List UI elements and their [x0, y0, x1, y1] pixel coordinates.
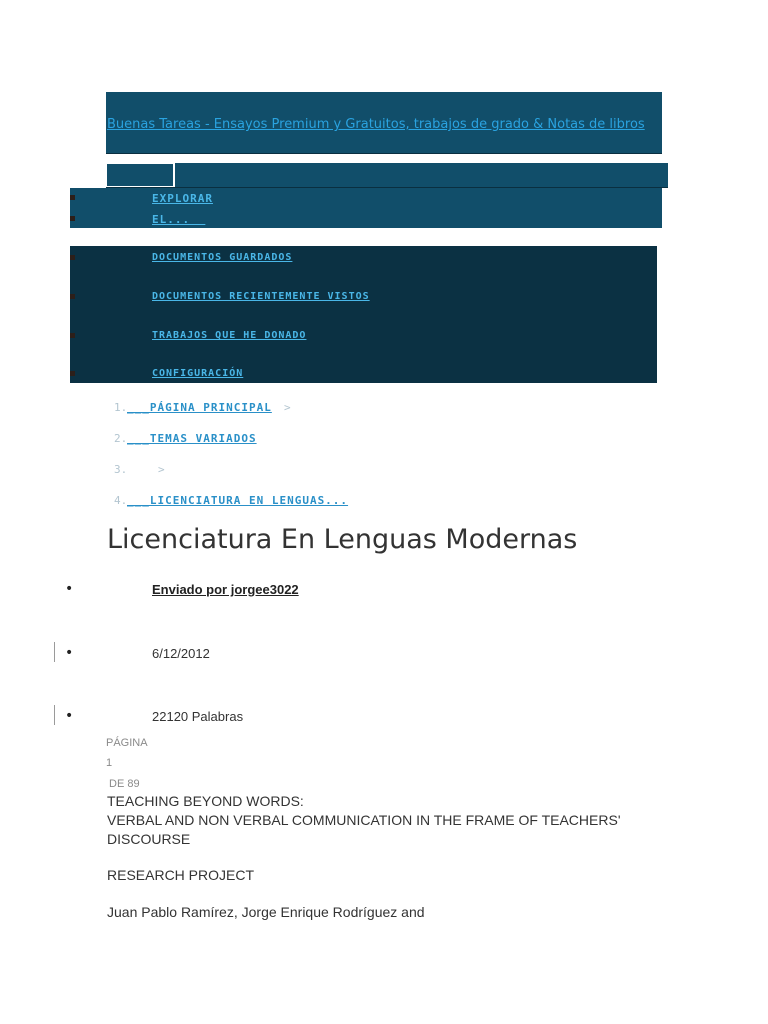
site-title-link[interactable]: Buenas Tareas - Ensayos Premium y Gratuitos, trabajos de grado & Notas de libros — [107, 117, 645, 132]
document-project-label: RESEARCH PROJECT — [107, 867, 255, 883]
bullet-icon — [70, 255, 75, 260]
breadcrumb-number: 2. — [114, 432, 128, 445]
bullet-icon — [70, 294, 75, 299]
bullet-icon — [70, 216, 75, 221]
search-input[interactable] — [106, 163, 175, 187]
menu-recently-viewed[interactable]: DOCUMENTOS RECIENTEMENTE VISTOS — [152, 291, 370, 302]
account-menu — [70, 246, 657, 383]
breadcrumb-topics-link[interactable]: ___TEMAS VARIADOS — [127, 432, 257, 445]
breadcrumb-number: 1. — [114, 401, 128, 414]
page-title: Licenciatura En Lenguas Modernas — [107, 524, 578, 555]
bullet-icon — [70, 371, 75, 376]
nav-explore-link[interactable]: EXPLORAR — [152, 192, 213, 205]
breadcrumb-separator: > — [284, 401, 291, 414]
pager-total: DE 89 — [109, 778, 140, 790]
pager-label: PÁGINA — [106, 737, 148, 749]
document-subtitle: VERBAL AND NON VERBAL COMMUNICATION IN THE FRAME OF TEACHERS' DISCOURSE — [107, 812, 621, 847]
bullet-icon: • — [65, 708, 74, 724]
bullet-icon: • — [65, 581, 74, 597]
post-date: 6/12/2012 — [152, 646, 210, 661]
breadcrumb-number: 3. — [114, 463, 128, 476]
search-bar — [106, 163, 668, 188]
breadcrumb-home-link[interactable]: ___PÁGINA PRINCIPAL — [127, 401, 272, 414]
menu-saved-documents[interactable]: DOCUMENTOS GUARDADOS — [152, 252, 293, 263]
menu-donated-works[interactable]: TRABAJOS QUE HE DONADO — [152, 330, 307, 341]
divider — [54, 642, 55, 662]
breadcrumb-separator: > — [158, 463, 165, 476]
divider — [54, 705, 55, 725]
document-authors: Juan Pablo Ramírez, Jorge Enrique Rodríguez and — [107, 904, 425, 920]
breadcrumb-number: 4. — [114, 494, 128, 507]
author-link[interactable]: Enviado por jorgee3022 — [152, 582, 299, 597]
bullet-icon — [70, 333, 75, 338]
document-heading-line: TEACHING BEYOND WORDS: — [107, 793, 304, 809]
menu-settings[interactable]: CONFIGURACIÓN — [152, 368, 244, 379]
word-count: 22120 Palabras — [152, 709, 244, 724]
bullet-icon: • — [65, 645, 74, 661]
bullet-icon — [70, 195, 75, 200]
pager-current-page[interactable]: 1 — [106, 757, 113, 769]
breadcrumb-current-link[interactable]: ___LICENCIATURA EN LENGUAS... — [127, 494, 349, 507]
nav-user-link[interactable]: EL... — [152, 213, 206, 226]
